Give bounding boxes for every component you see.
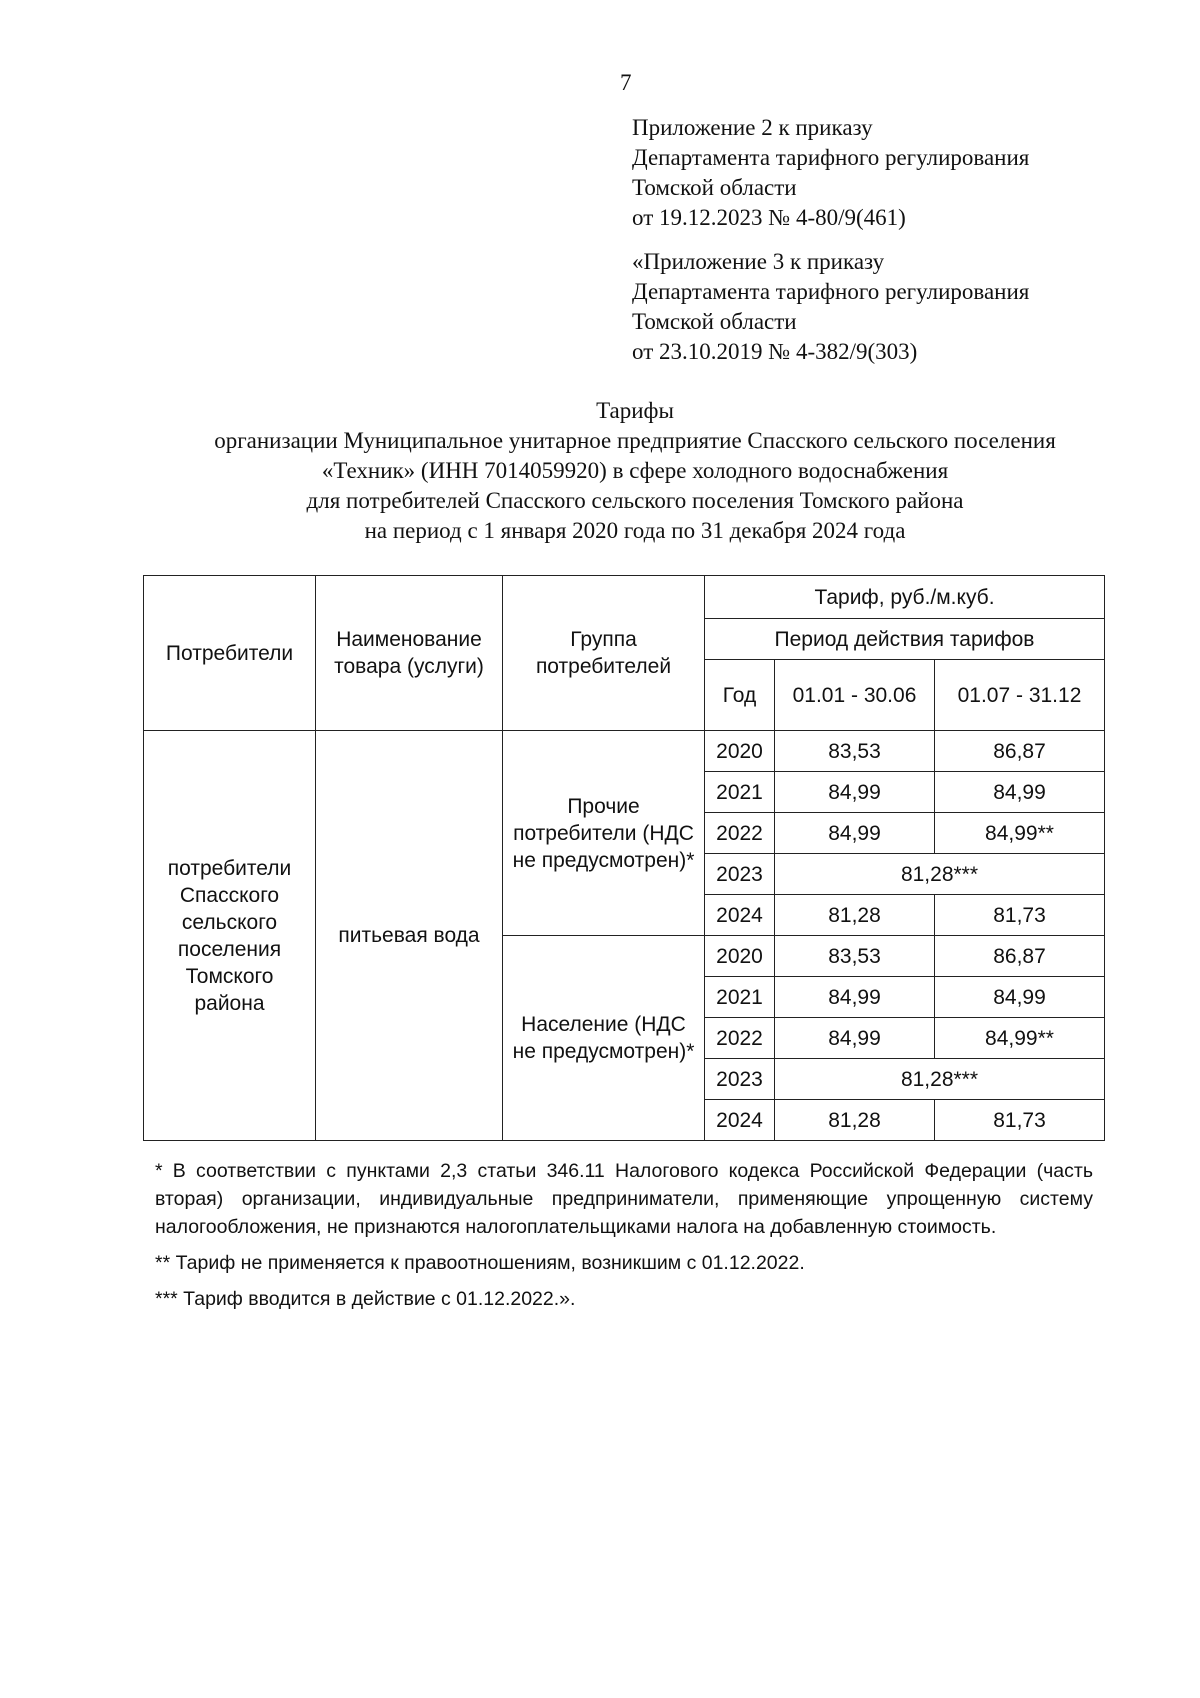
document-title [0, 396, 1200, 546]
year-cell: 2020 [705, 731, 775, 772]
header-consumers: Потребители [144, 576, 316, 731]
footnote-vat: * В соответствии с пунктами 2,3 статьи 346.11 Налогового кодекса Российской Федерации (часть вторая) организации, индивидуальные предприниматели, применяющие упрощенную систему налогообложения, не признаются налогоплательщиками налога на добавленную стоимость. [155, 1160, 1093, 1238]
tariff-cell-h1: 84,99 [775, 772, 935, 813]
product-cell: питьевая вода [316, 731, 503, 1141]
year-cell: 2023 [705, 854, 775, 895]
tariff-cell-h2: 84,99 [935, 977, 1105, 1018]
title-line: на период с 1 января 2020 года по 31 декабря 2024 года [364, 518, 906, 543]
tariff-cell-h2: 84,99** [935, 813, 1105, 854]
tariff-cell-h1: 83,53 [775, 936, 935, 977]
title-line: «Техник» (ИНН 7014059920) в сфере холодного водоснабжения [321, 458, 949, 483]
tariff-cell-h2: 84,99** [935, 1018, 1105, 1059]
footnote-effective-date: *** Тариф вводится в действие с 01.12.2022.». [155, 1288, 576, 1310]
tariff-cell-h2: 81,73 [935, 895, 1105, 936]
tariff-table [143, 575, 1105, 1141]
tariff-cell-merged: 81,28*** [775, 854, 1105, 895]
tariff-cell-h1: 84,99 [775, 977, 935, 1018]
title-line: Тарифы [596, 398, 674, 423]
appendix-current-reference [632, 113, 1029, 233]
appendix-original-reference [632, 247, 1029, 367]
tariff-cell-h2: 86,87 [935, 936, 1105, 977]
appendix-line: Департамента тарифного регулирования [632, 279, 1030, 304]
year-cell: 2023 [705, 1059, 775, 1100]
appendix-line: Приложение 2 к приказу [632, 115, 873, 140]
header-group: Группа потребителей [503, 576, 705, 731]
title-line: организации Муниципальное унитарное предприятие Спасского сельского поселения [214, 428, 1056, 453]
tariff-cell-h1: 83,53 [775, 731, 935, 772]
header-year: Год [705, 660, 775, 731]
tariff-cell-h1: 81,28 [775, 1100, 935, 1141]
tariff-cell-merged: 81,28*** [775, 1059, 1105, 1100]
group-cell-population: Население (НДС не предусмотрен)* [503, 936, 705, 1141]
appendix-line: от 19.12.2023 № 4-80/9(461) [632, 205, 906, 230]
year-cell: 2024 [705, 1100, 775, 1141]
year-cell: 2024 [705, 895, 775, 936]
tariff-cell-h2: 84,99 [935, 772, 1105, 813]
year-cell: 2022 [705, 813, 775, 854]
header-product: Наименование товара (услуги) [316, 576, 503, 731]
tariff-cell-h1: 81,28 [775, 895, 935, 936]
appendix-line: Томской области [632, 175, 797, 200]
header-half-1: 01.01 - 30.06 [775, 660, 935, 731]
appendix-line: «Приложение 3 к приказу [632, 249, 885, 274]
appendix-line: Томской области [632, 309, 797, 334]
title-line: для потребителей Спасского сельского поселения Томского района [306, 488, 964, 513]
appendix-line: Департамента тарифного регулирования [632, 145, 1030, 170]
header-period: Период действия тарифов [705, 619, 1105, 660]
footnote-not-applied: ** Тариф не применяется к правоотношениям, возникшим с 01.12.2022. [155, 1252, 805, 1274]
consumers-cell: потребители Спасского сельского поселения Томского района [144, 731, 316, 1141]
year-cell: 2021 [705, 977, 775, 1018]
year-cell: 2021 [705, 772, 775, 813]
tariff-cell-h1: 84,99 [775, 1018, 935, 1059]
footnotes [155, 1157, 1093, 1313]
tariff-cell-h2: 81,73 [935, 1100, 1105, 1141]
appendix-line: от 23.10.2019 № 4-382/9(303) [632, 339, 918, 364]
year-cell: 2020 [705, 936, 775, 977]
header-tariff: Тариф, руб./м.куб. [705, 576, 1105, 619]
year-cell: 2022 [705, 1018, 775, 1059]
group-cell-other: Прочие потребители (НДС не предусмотрен)* [503, 731, 705, 936]
page-number: 7 [620, 70, 632, 95]
header-half-2: 01.07 - 31.12 [935, 660, 1105, 731]
tariff-cell-h2: 86,87 [935, 731, 1105, 772]
tariff-cell-h1: 84,99 [775, 813, 935, 854]
